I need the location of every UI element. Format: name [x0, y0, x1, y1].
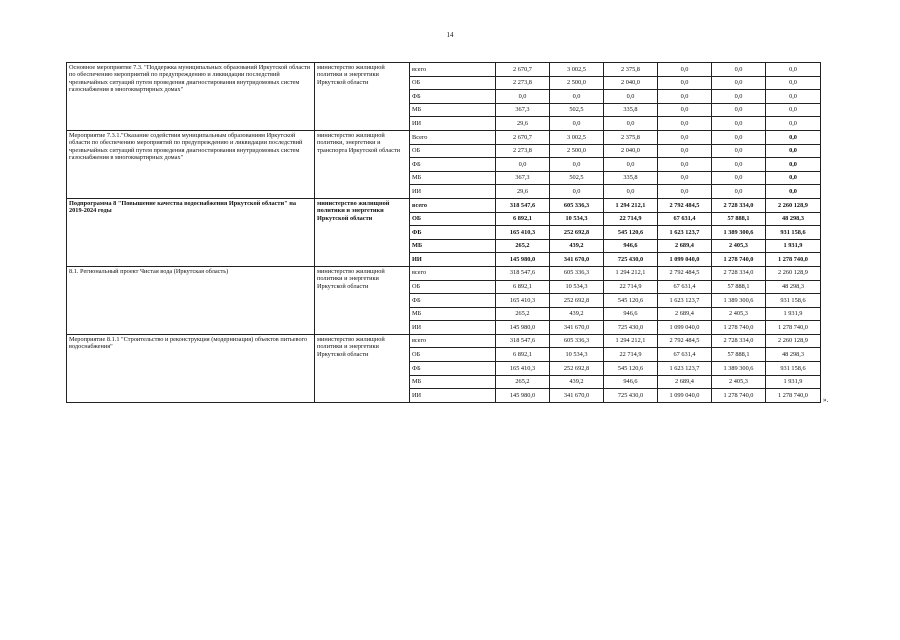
table-row [67, 198, 821, 212]
amount-cell: 725 430,0 [604, 389, 658, 403]
funding-source-cell: ИИ [410, 253, 496, 267]
amount-cell: 57 888,1 [712, 280, 766, 294]
funding-source-cell: ФБ [410, 362, 496, 376]
program-name-cell: Подпрограмма 8 "Повышение качества водоснабжения Иркутской области" на 2019-2024 годы [67, 198, 315, 266]
amount-cell: 6 892,1 [496, 348, 550, 362]
closing-quote-mark: ». [823, 396, 829, 404]
amount-cell: 10 534,3 [550, 212, 604, 226]
amount-cell: 265,2 [496, 239, 550, 253]
funding-source-cell: всего [410, 334, 496, 348]
amount-cell: 2 260 128,9 [766, 334, 821, 348]
amount-cell: 2 260 128,9 [766, 198, 821, 212]
amount-cell: 2 689,4 [658, 239, 712, 253]
amount-cell: 1 099 040,0 [658, 389, 712, 403]
amount-cell: 29,6 [496, 117, 550, 131]
amount-cell: 1 931,9 [766, 375, 821, 389]
amount-cell: 0,0 [658, 130, 712, 144]
amount-cell: 0,0 [712, 103, 766, 117]
amount-cell: 1 099 040,0 [658, 321, 712, 335]
funding-source-cell: всего [410, 63, 496, 77]
amount-cell: 2 689,4 [658, 307, 712, 321]
amount-cell: 1 389 300,6 [712, 226, 766, 240]
amount-cell: 48 298,3 [766, 212, 821, 226]
amount-cell: 252 692,8 [550, 226, 604, 240]
amount-cell: 0,0 [712, 185, 766, 199]
amount-cell: 0,0 [766, 117, 821, 131]
amount-cell: 145 980,0 [496, 253, 550, 267]
amount-cell: 0,0 [766, 144, 821, 158]
amount-cell: 0,0 [712, 158, 766, 172]
amount-cell: 341 670,0 [550, 389, 604, 403]
amount-cell: 0,0 [496, 158, 550, 172]
amount-cell: 1 623 123,7 [658, 294, 712, 308]
amount-cell: 502,5 [550, 171, 604, 185]
table-body [67, 63, 821, 403]
amount-cell: 0,0 [766, 185, 821, 199]
amount-cell: 0,0 [658, 76, 712, 90]
amount-cell: 0,0 [658, 171, 712, 185]
amount-cell: 931 158,6 [766, 362, 821, 376]
page-number: 14 [446, 31, 454, 39]
table-row [67, 130, 821, 144]
amount-cell: 1 931,9 [766, 307, 821, 321]
amount-cell: 605 336,3 [550, 198, 604, 212]
amount-cell: 1 389 300,6 [712, 362, 766, 376]
amount-cell: 0,0 [658, 185, 712, 199]
funding-source-cell: ОБ [410, 76, 496, 90]
amount-cell: 1 278 740,0 [712, 321, 766, 335]
amount-cell: 2 405,3 [712, 307, 766, 321]
amount-cell: 931 158,6 [766, 226, 821, 240]
amount-cell: 48 298,3 [766, 280, 821, 294]
funding-source-cell: МБ [410, 171, 496, 185]
amount-cell: 545 120,6 [604, 294, 658, 308]
amount-cell: 605 336,3 [550, 266, 604, 280]
amount-cell: 22 714,9 [604, 212, 658, 226]
funding-source-cell: ИИ [410, 389, 496, 403]
amount-cell: 3 002,5 [550, 130, 604, 144]
amount-cell: 2 375,8 [604, 63, 658, 77]
funding-source-cell: всего [410, 266, 496, 280]
amount-cell: 0,0 [712, 76, 766, 90]
amount-cell: 2 040,0 [604, 76, 658, 90]
funding-source-cell: ОБ [410, 144, 496, 158]
amount-cell: 0,0 [550, 90, 604, 104]
amount-cell: 1 931,9 [766, 239, 821, 253]
amount-cell: 2 689,4 [658, 375, 712, 389]
amount-cell: 367,3 [496, 171, 550, 185]
amount-cell: 0,0 [766, 171, 821, 185]
amount-cell: 318 547,6 [496, 266, 550, 280]
amount-cell: 10 534,3 [550, 348, 604, 362]
amount-cell: 0,0 [712, 130, 766, 144]
amount-cell: 545 120,6 [604, 226, 658, 240]
funding-source-cell: МБ [410, 103, 496, 117]
amount-cell: 439,2 [550, 239, 604, 253]
amount-cell: 0,0 [712, 171, 766, 185]
amount-cell: 341 670,0 [550, 253, 604, 267]
amount-cell: 165 410,3 [496, 294, 550, 308]
amount-cell: 335,8 [604, 103, 658, 117]
funding-source-cell: ФБ [410, 226, 496, 240]
amount-cell: 6 892,1 [496, 280, 550, 294]
amount-cell: 725 430,0 [604, 321, 658, 335]
amount-cell: 48 298,3 [766, 348, 821, 362]
amount-cell: 0,0 [604, 117, 658, 131]
amount-cell: 0,0 [712, 144, 766, 158]
amount-cell: 1 623 123,7 [658, 362, 712, 376]
amount-cell: 0,0 [658, 144, 712, 158]
amount-cell: 0,0 [712, 90, 766, 104]
amount-cell: 2 728 334,0 [712, 198, 766, 212]
amount-cell: 1 278 740,0 [766, 321, 821, 335]
amount-cell: 0,0 [766, 76, 821, 90]
amount-cell: 57 888,1 [712, 212, 766, 226]
amount-cell: 2 728 334,0 [712, 266, 766, 280]
amount-cell: 2 792 484,5 [658, 266, 712, 280]
amount-cell: 0,0 [766, 130, 821, 144]
amount-cell: 1 099 040,0 [658, 253, 712, 267]
funding-source-cell: МБ [410, 239, 496, 253]
amount-cell: 2 670,7 [496, 130, 550, 144]
table-row [67, 63, 821, 77]
table-row [67, 334, 821, 348]
amount-cell: 1 278 740,0 [712, 389, 766, 403]
amount-cell: 439,2 [550, 375, 604, 389]
amount-cell: 2 260 128,9 [766, 266, 821, 280]
amount-cell: 0,0 [550, 117, 604, 131]
amount-cell: 22 714,9 [604, 280, 658, 294]
amount-cell: 67 631,4 [658, 280, 712, 294]
funding-source-cell: ИИ [410, 185, 496, 199]
amount-cell: 57 888,1 [712, 348, 766, 362]
amount-cell: 2 500,0 [550, 76, 604, 90]
amount-cell: 2 375,8 [604, 130, 658, 144]
amount-cell: 265,2 [496, 307, 550, 321]
amount-cell: 2 670,7 [496, 63, 550, 77]
program-name-cell: Мероприятие 7.3.1."Оказание содействия муниципальным образованиям Иркутской области по обеспечению мероприятий по предупреждению и ликвидации последствий чрезвычайных ситуаций путем проведения диагностирования внутридомовых систем газоснабжения в многоквартирных домах" [67, 130, 315, 198]
funding-source-cell: ОБ [410, 280, 496, 294]
amount-cell: 252 692,8 [550, 362, 604, 376]
amount-cell: 1 294 212,1 [604, 334, 658, 348]
amount-cell: 145 980,0 [496, 321, 550, 335]
amount-cell: 946,6 [604, 375, 658, 389]
amount-cell: 2 273,8 [496, 144, 550, 158]
amount-cell: 1 278 740,0 [712, 253, 766, 267]
amount-cell: 0,0 [766, 158, 821, 172]
amount-cell: 2 792 484,5 [658, 334, 712, 348]
amount-cell: 67 631,4 [658, 348, 712, 362]
amount-cell: 2 728 334,0 [712, 334, 766, 348]
amount-cell: 0,0 [604, 158, 658, 172]
funding-source-cell: ИИ [410, 117, 496, 131]
amount-cell: 0,0 [712, 117, 766, 131]
amount-cell: 725 430,0 [604, 253, 658, 267]
funding-source-cell: МБ [410, 375, 496, 389]
amount-cell: 2 405,3 [712, 239, 766, 253]
program-name-cell: 8.1. Региональный проект Чистая вода (Иркутская область) [67, 266, 315, 334]
amount-cell: 265,2 [496, 375, 550, 389]
amount-cell: 10 534,3 [550, 280, 604, 294]
amount-cell: 0,0 [604, 90, 658, 104]
amount-cell: 502,5 [550, 103, 604, 117]
executor-cell: министерство жилищной политики и энергетики Иркутской области [315, 198, 410, 266]
amount-cell: 0,0 [658, 103, 712, 117]
funding-source-cell: ОБ [410, 348, 496, 362]
amount-cell: 946,6 [604, 239, 658, 253]
budget-table [66, 62, 821, 403]
amount-cell: 0,0 [550, 158, 604, 172]
executor-cell: министерство жилищной политики, энергетики и транспорта Иркутской области [315, 130, 410, 198]
amount-cell: 439,2 [550, 307, 604, 321]
amount-cell: 0,0 [496, 90, 550, 104]
amount-cell: 1 294 212,1 [604, 198, 658, 212]
amount-cell: 0,0 [712, 63, 766, 77]
amount-cell: 341 670,0 [550, 321, 604, 335]
amount-cell: 145 980,0 [496, 389, 550, 403]
amount-cell: 335,8 [604, 171, 658, 185]
amount-cell: 3 002,5 [550, 63, 604, 77]
funding-source-cell: МБ [410, 307, 496, 321]
amount-cell: 2 792 484,5 [658, 198, 712, 212]
funding-source-cell: Всего [410, 130, 496, 144]
amount-cell: 165 410,3 [496, 362, 550, 376]
amount-cell: 2 273,8 [496, 76, 550, 90]
amount-cell: 2 500,0 [550, 144, 604, 158]
amount-cell: 1 389 300,6 [712, 294, 766, 308]
amount-cell: 0,0 [658, 158, 712, 172]
amount-cell: 318 547,6 [496, 198, 550, 212]
amount-cell: 0,0 [766, 90, 821, 104]
table-row [67, 266, 821, 280]
funding-source-cell: ОБ [410, 212, 496, 226]
amount-cell: 0,0 [550, 185, 604, 199]
amount-cell: 2 040,0 [604, 144, 658, 158]
amount-cell: 931 158,6 [766, 294, 821, 308]
funding-source-cell: ФБ [410, 158, 496, 172]
amount-cell: 0,0 [658, 90, 712, 104]
program-name-cell: Мероприятие 8.1.1 "Строительство и реконструкция (модернизация) объектов питьевого водоснабжения" [67, 334, 315, 402]
amount-cell: 1 294 212,1 [604, 266, 658, 280]
amount-cell: 1 623 123,7 [658, 226, 712, 240]
executor-cell: министерство жилищной политики и энергетики Иркутской области [315, 334, 410, 402]
amount-cell: 6 892,1 [496, 212, 550, 226]
funding-source-cell: ФБ [410, 90, 496, 104]
funding-source-cell: всего [410, 198, 496, 212]
amount-cell: 0,0 [604, 185, 658, 199]
funding-source-cell: ФБ [410, 294, 496, 308]
amount-cell: 545 120,6 [604, 362, 658, 376]
executor-cell: министерство жилищной политики и энергетики Иркутской области [315, 266, 410, 334]
program-name-cell: Основное мероприятие 7.3. "Поддержка муниципальных образований Иркутской области по обеспечению мероприятий по предупреждению и ликвидации последствий чрезвычайных ситуаций путем проведения диагностирования внутридомовых систем газоснабжения в многоквартирных домах" [67, 63, 315, 131]
amount-cell: 0,0 [658, 117, 712, 131]
amount-cell: 0,0 [658, 63, 712, 77]
amount-cell: 2 405,3 [712, 375, 766, 389]
amount-cell: 367,3 [496, 103, 550, 117]
amount-cell: 1 278 740,0 [766, 253, 821, 267]
amount-cell: 22 714,9 [604, 348, 658, 362]
amount-cell: 0,0 [766, 63, 821, 77]
amount-cell: 165 410,3 [496, 226, 550, 240]
executor-cell: министерство жилищной политики и энергетики Иркутской области [315, 63, 410, 131]
amount-cell: 252 692,8 [550, 294, 604, 308]
amount-cell: 0,0 [766, 103, 821, 117]
amount-cell: 29,6 [496, 185, 550, 199]
amount-cell: 1 278 740,0 [766, 389, 821, 403]
amount-cell: 318 547,6 [496, 334, 550, 348]
amount-cell: 605 336,3 [550, 334, 604, 348]
funding-source-cell: ИИ [410, 321, 496, 335]
amount-cell: 946,6 [604, 307, 658, 321]
amount-cell: 67 631,4 [658, 212, 712, 226]
